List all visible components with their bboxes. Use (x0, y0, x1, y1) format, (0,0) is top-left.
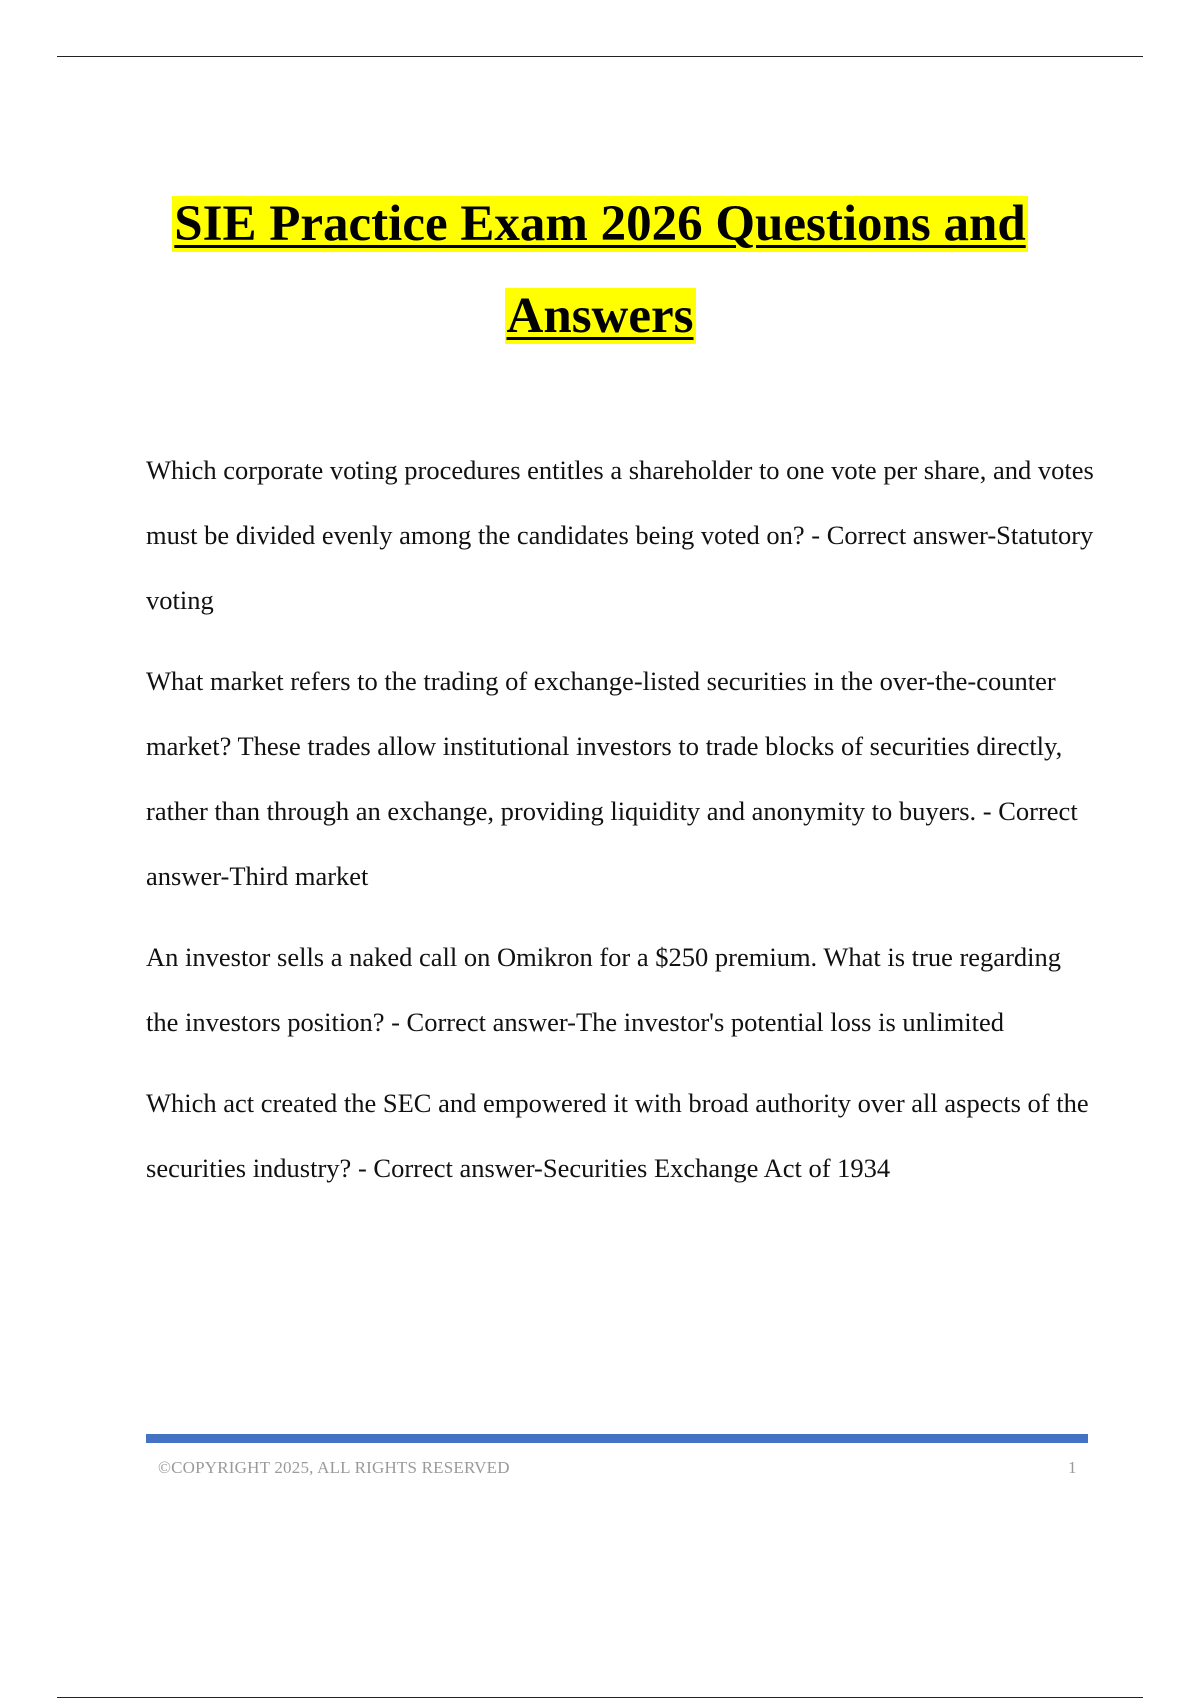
title-line-2 (0, 270, 1200, 362)
page-number: 1 (1068, 1458, 1077, 1477)
qa-item: What market refers to the trading of exchange-listed securities in the over-the-counter market? These trades allow institutional investors to trade blocks of securities directly, rather than through an exchange, providing liquidity and anonymity to buyers. - Correct answer-Third market (146, 666, 1078, 891)
qa-item: An investor sells a naked call on Omikron for a $250 premium. What is true regarding the investors position? - Correct answer-The investor's potential loss is unlimited (146, 942, 1062, 1037)
qa-item: Which act created the SEC and empowered it with broad authority over all aspects of the securities industry? - Correct answer-Securities Exchange Act of 1934 (146, 1088, 1089, 1183)
title-text-1: SIE Practice Exam 2026 Questions and (174, 196, 1026, 252)
bottom-rule (57, 1697, 1143, 1698)
title-line-1 (0, 178, 1200, 270)
title-text-2: Answers (506, 288, 694, 344)
top-rule (57, 56, 1143, 57)
qa-list (146, 438, 1096, 1217)
page-title (0, 178, 1200, 362)
qa-item: Which corporate voting procedures entitles a shareholder to one vote per share, and votes must be divided evenly among the candidates being voted on? - Correct answer-Statutory voting (146, 455, 1094, 615)
footer-bar (146, 1434, 1088, 1443)
footer-copyright: ©COPYRIGHT 2025, ALL RIGHTS RESERVED (158, 1458, 510, 1477)
